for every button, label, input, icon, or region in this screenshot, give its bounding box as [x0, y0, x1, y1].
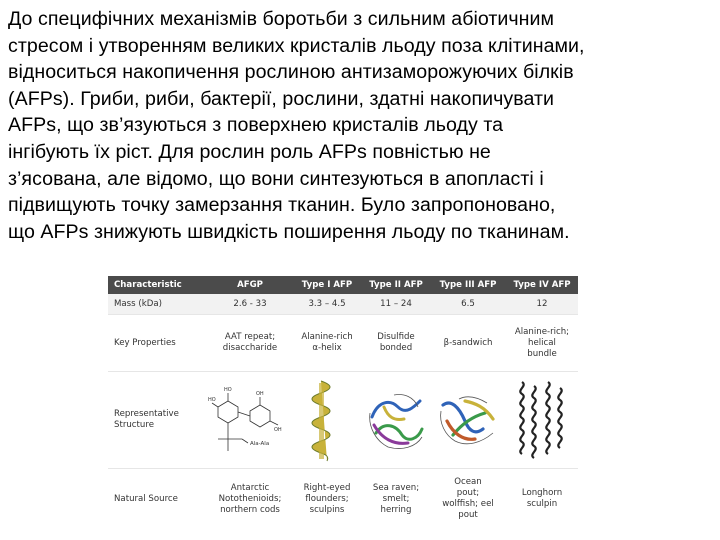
cell-line: Structure: [114, 420, 154, 430]
paragraph-line: з’ясована, але відомо, що вони синтезуються в апопласті і: [8, 167, 544, 190]
table-cell: [208, 372, 292, 469]
table-cell: 6.5: [430, 294, 506, 315]
paragraph-line: До специфічних механізмів боротьби з сильним абіотичним: [8, 8, 555, 30]
header-characteristic: Characteristic: [108, 276, 208, 294]
table-cell: [208, 469, 292, 530]
row-label: Key Properties: [108, 315, 208, 372]
type-4-helical-bundle-structure: [512, 376, 572, 464]
table-cell: [430, 315, 506, 372]
cell-line: Ocean: [454, 477, 482, 487]
row-label: Mass (kDa): [108, 294, 208, 315]
table-row-structure: [108, 372, 578, 469]
paragraph-line: що AFPs знижують швидкість поширення льоду по тканинам.: [8, 220, 570, 243]
paragraph-line: відноситься накопичення рослиною антизаморожуючих білків: [8, 61, 574, 84]
cell-line: herring: [380, 504, 412, 515]
paragraph-line: (AFPs). Гриби, риби, бактерії, рослини, здатні накопичувати: [8, 87, 554, 110]
table-cell: [506, 372, 578, 469]
cell-line: helical: [528, 337, 556, 348]
cell-line: Alanine-rich;: [514, 326, 570, 337]
table-cell: [430, 372, 506, 469]
table-row-source: [108, 469, 578, 530]
header-type-1: Type I AFP: [292, 276, 362, 294]
cell-line: Sea raven;: [372, 482, 420, 493]
afp-comparison-figure: [108, 276, 578, 520]
cell-line: Alanine-rich: [301, 332, 353, 342]
svg-text:OH: OH: [256, 391, 264, 397]
table-cell: [292, 315, 362, 372]
cell-line: Disulfide: [377, 332, 415, 342]
row-label: Natural Source: [108, 469, 208, 530]
cell-line: AAT repeat;: [224, 332, 276, 342]
header-type-4: Type IV AFP: [506, 276, 578, 294]
cell-line: α-helix: [312, 343, 342, 353]
paragraph-line: AFPs, що зв’язуються з поверхнею кристалів льоду та: [8, 114, 504, 137]
cell-line: bundle: [527, 348, 557, 359]
svg-text:HO: HO: [224, 387, 232, 393]
table-header-row: [108, 276, 578, 294]
table-cell: 12: [506, 294, 578, 315]
header-afgp: AFGP: [208, 276, 292, 294]
cell-line: Representative: [114, 409, 179, 419]
table-cell: 2.6 - 33: [208, 294, 292, 315]
table-cell: 3.3 – 4.5: [292, 294, 362, 315]
cell-line: disaccharide: [222, 343, 278, 353]
cell-line: sculpin: [526, 499, 558, 509]
table-cell: [506, 469, 578, 530]
cell-line: bonded: [379, 343, 413, 353]
row-label: [108, 372, 208, 469]
paragraph-line: стресом і утворенням великих кристалів льоду поза клітинами,: [8, 34, 585, 57]
type-1-helix-structure: [307, 375, 347, 465]
cell-line: smelt;: [382, 493, 410, 504]
svg-text:OH: OH: [274, 427, 282, 433]
cell-line: sculpins: [309, 504, 345, 515]
table-cell: [208, 315, 292, 372]
cell-line: pout;: [456, 488, 480, 498]
table-cell: 11 – 24: [362, 294, 430, 315]
cell-line: β-sandwich: [443, 337, 493, 348]
cell-line: wolffish; eel: [442, 499, 494, 509]
paragraph: [8, 6, 714, 245]
afgp-repeat-text: Ala-Ala: [250, 441, 270, 447]
table-row-mass: [108, 294, 578, 315]
table-cell: [362, 372, 430, 469]
cell-line: northern cods: [220, 504, 280, 515]
type-2-structure: [364, 377, 428, 463]
table-cell: [362, 469, 430, 530]
table-cell: [362, 315, 430, 372]
header-type-3: Type III AFP: [430, 276, 506, 294]
cell-line: Right-eyed: [303, 482, 351, 493]
afp-table: [108, 276, 578, 529]
cell-line: flounders;: [305, 493, 349, 504]
svg-text:HO: HO: [208, 397, 216, 403]
table-row-properties: [108, 315, 578, 372]
header-type-2: Type II AFP: [362, 276, 430, 294]
afgp-structure-diagram: [208, 377, 292, 463]
paragraph-line: підвищують точку замерзання тканин. Було запропоновано,: [8, 194, 556, 217]
cell-line: pout: [458, 510, 478, 520]
table-cell: [292, 372, 362, 469]
table-cell: [506, 315, 578, 372]
cell-line: Longhorn: [521, 488, 563, 498]
paragraph-line: інгібують їх ріст. Для рослин роль AFPs повністью не: [8, 140, 491, 163]
cell-line: Antarctic: [230, 482, 270, 493]
cell-line: Notothenioids;: [218, 493, 282, 504]
type-3-beta-sandwich-structure: [435, 377, 501, 463]
table-cell: [292, 469, 362, 530]
table-cell: [430, 469, 506, 530]
